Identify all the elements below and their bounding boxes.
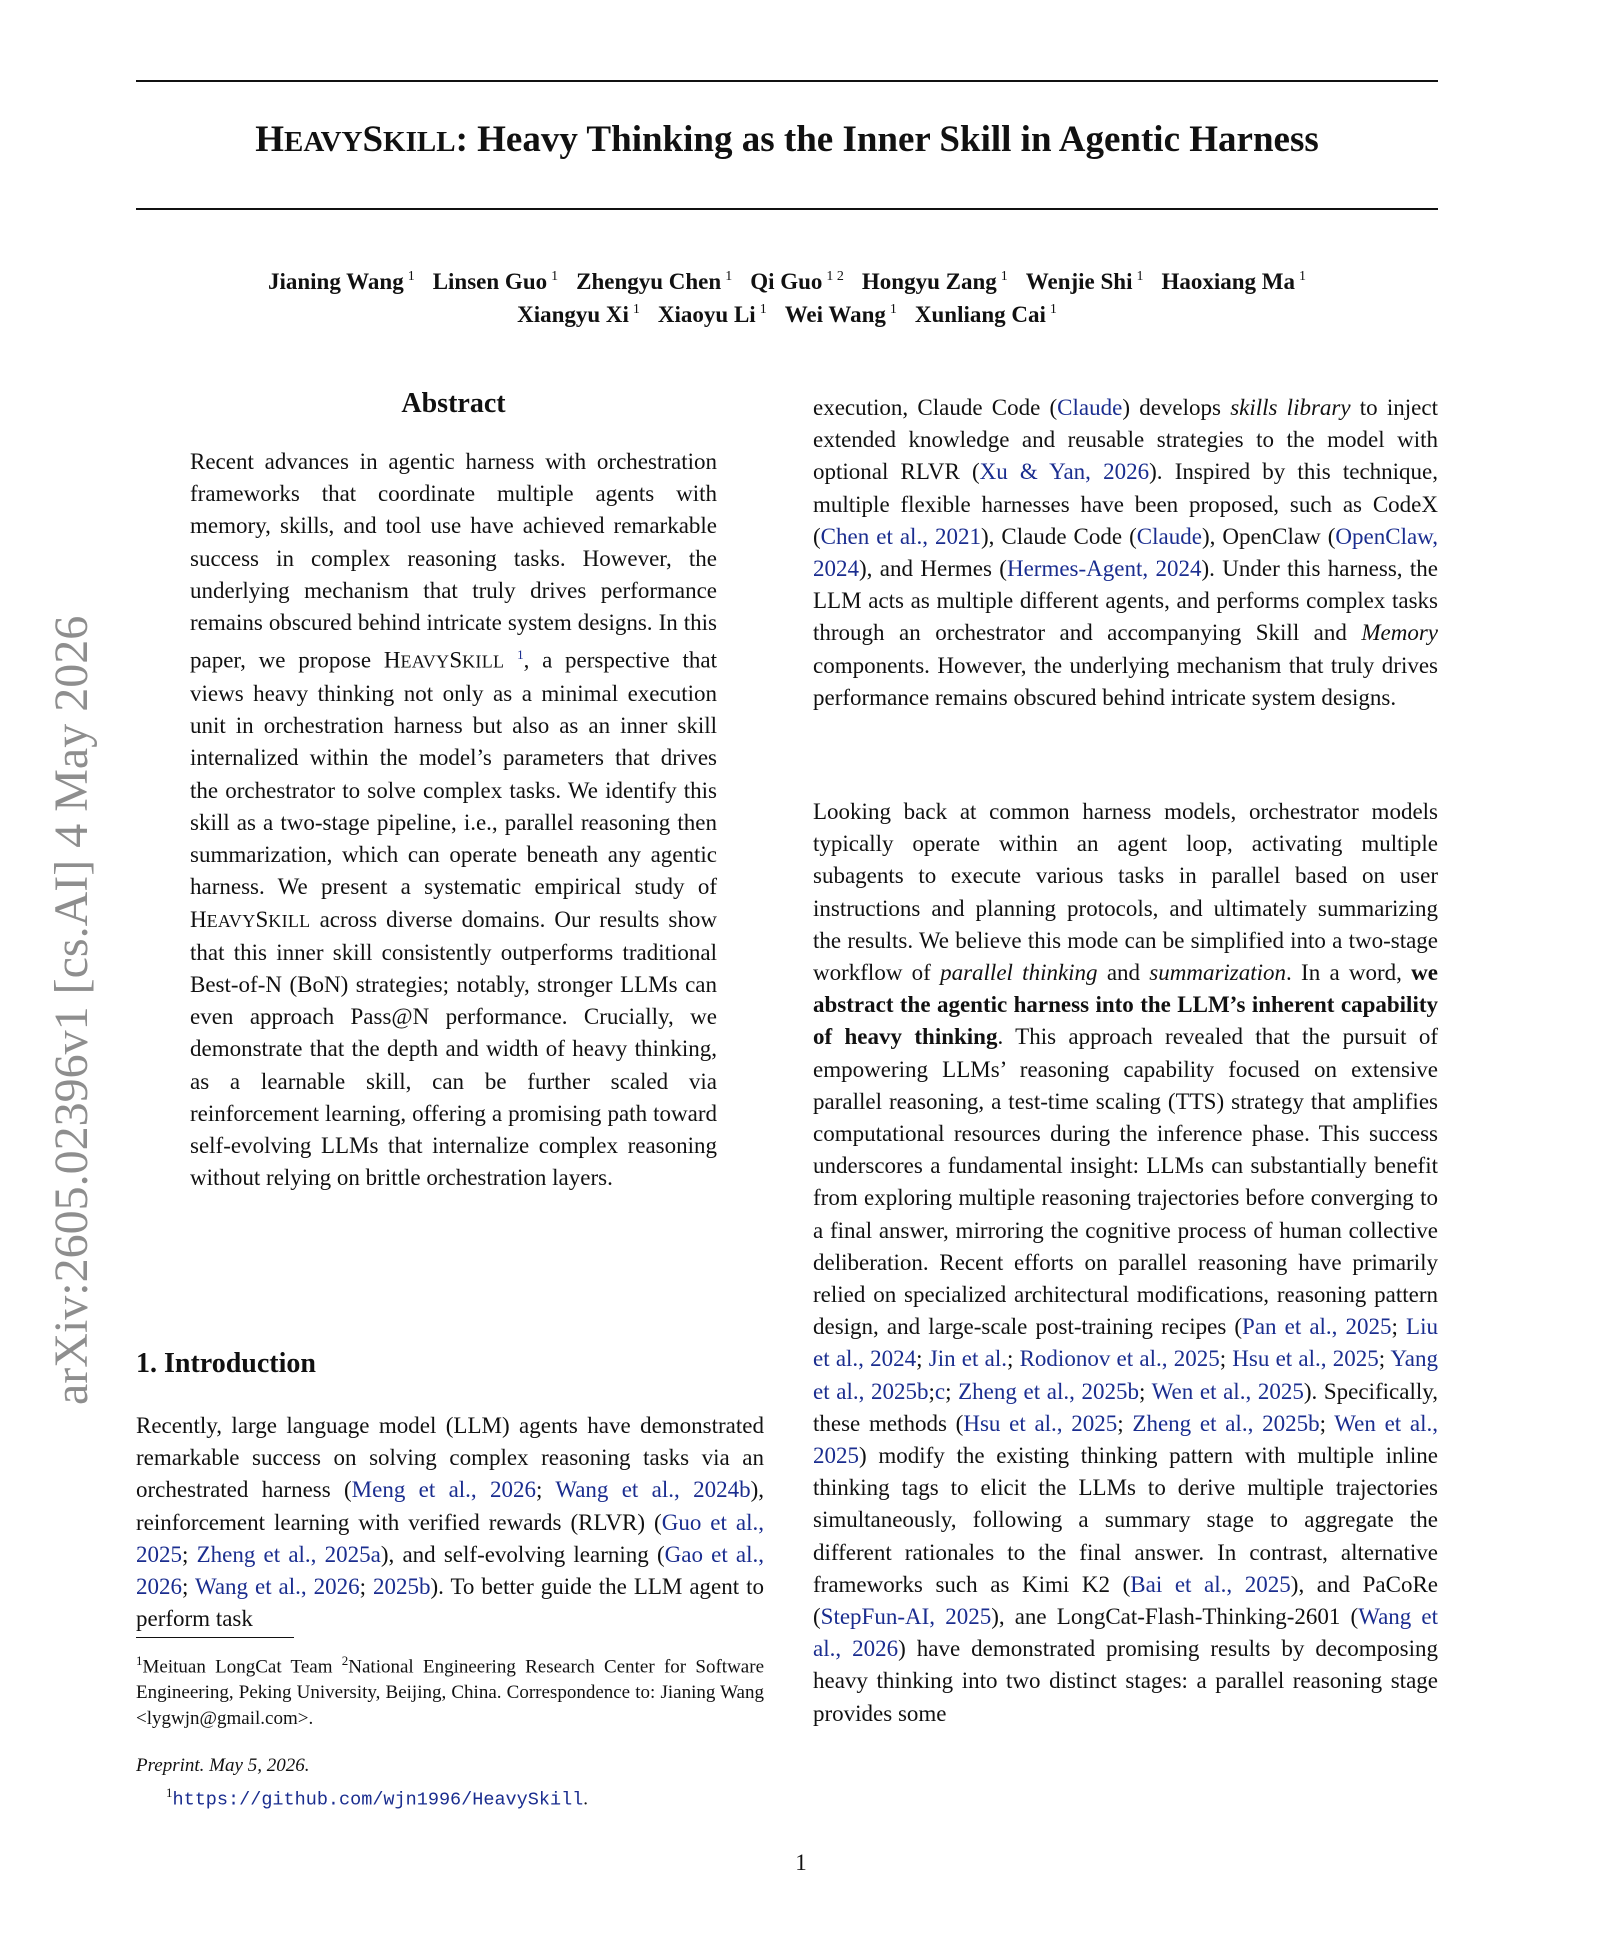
- author-name-text: Wei Wang: [784, 302, 886, 327]
- citation-link[interactable]: 2025: [1173, 1346, 1220, 1372]
- citation-link[interactable]: Wen et al.,: [1334, 1410, 1439, 1436]
- citation-link[interactable]: Meng et al.,: [351, 1477, 477, 1503]
- citation-link[interactable]: Wang et al.,: [555, 1477, 680, 1503]
- citation-link[interactable]: 2025: [1345, 1314, 1392, 1340]
- preprint-note: Preprint. May 5, 2026.: [136, 1755, 310, 1776]
- citation-link[interactable]: Claude: [1057, 395, 1123, 420]
- author-name: [517, 301, 640, 329]
- title-name-initial: H: [255, 119, 285, 160]
- author-affiliation-mark: 1: [889, 302, 897, 318]
- paper-title: [136, 118, 1438, 162]
- citation-link[interactable]: 2025b: [870, 1378, 929, 1404]
- arxiv-identifier-stamp: arXiv:2605.02396v1 [cs.AI] 4 May 2026: [45, 615, 98, 1405]
- citation-link[interactable]: Wang et al.,: [813, 1604, 1439, 1662]
- author-name-text: Xiangyu Xi: [517, 302, 629, 327]
- citation-link[interactable]: 2026: [1103, 459, 1150, 485]
- page-number: 1: [795, 1850, 807, 1875]
- citation-link[interactable]: 2024: [1155, 556, 1202, 582]
- citation-link[interactable]: Hsu et al.,: [963, 1410, 1063, 1436]
- citation-link[interactable]: 2025: [945, 1604, 992, 1630]
- citation-link[interactable]: 2026: [490, 1477, 537, 1503]
- citation-link[interactable]: 2025b: [1081, 1378, 1140, 1404]
- author-list-line-1: [136, 268, 1438, 296]
- abstract-body: Recent advances in agentic harness with orchestration frameworks that coordinate multiple agents with memory, skills, and tool use have achieved remarkable success in complex reasoning tasks. However, the underlying mechanism that truly drives performance remains obscured behind intricate system designs. In this paper, we propose HEAVYSKILL $^1$, a perspective that views heavy thinking not only as a minimal execution unit in orchestration harness but also as an inner skill internalized within the model’s parameters that drives the orchestrator to solve complex tasks. We identify this skill as a two-stage pipeline, i.e., parallel reasoning then summarization, which can operate beneath any agentic harness. We present a systematic empirical study of HEAVYSKILL across diverse domains. Our results show that this inner skill consistently outperforms traditional Best-of-N (BoN) strategies; notably, stronger LLMs can even approach Pass@N performance. Crucially, we demonstrate that the depth and width of heavy thinking, as a learnable skill, can be further scaled via reinforcement learning, offering a promising path toward self-evolving LLMs that internalize complex reasoning without relying on brittle orchestration layers.: [190, 449, 718, 1191]
- citation-link[interactable]: Yang et al.,: [813, 1346, 1439, 1404]
- citation-link[interactable]: Hermes-Agent,: [1006, 556, 1149, 582]
- introduction-paragraph-3: Looking back at common harness models, orchestrator models typically operate within an agent loop, activating multiple subagents to execute various tasks in parallel based on user instructions and planning protocols, and ultimately summarizing the results. We believe this mode can be simplified into a two-stage workflow of parallel thinking and summarization. In a word, we abstract the agentic harness into the LLM’s inherent capability of heavy thinking. This approach revealed that the pursuit of empowering LLMs’ reasoning capability focused on extensive parallel reasoning, a test-time scaling (TTS) strategy that amplifies computational resources during the inference phase. This success underscores a fundamental insight: LLMs can substantially benefit from exploring multiple reasoning trajectories before converging to a final answer, mirroring the cognitive process of human collective deliberation. Recent efforts on parallel reasoning have primarily relied on specialized architectural modifications, reasoning pattern design, and large-scale post-training recipes (Pan et al., 2025; Liu et al., 2024; Jin et al.; Rodionov et al., 2025; Hsu et al., 2025; Yang et al., 2025b;c; Zheng et al., 2025b; Wen et al., 2025). Specifically, these methods (Hsu et al., 2025; Zheng et al., 2025b; Wen et al., 2025) modify the existing thinking pattern with multiple inline thinking tags to elicit the LLMs to derive multiple trajectories simultaneously, following a summary stage to aggregate the different rationales to the final answer. In contrast, alternative frameworks such as Kimi K2 (Bai et al., 2025), and PaCoRe (StepFun-AI, 2025), ane LongCat-Flash-Thinking-2601 (Wang et al., 2026) have demonstrated promising results by decomposing heavy thinking into two distinct stages: a parallel reasoning stage provides some: [813, 799, 1439, 1726]
- title-name-smallcaps: EAVY: [284, 126, 363, 158]
- citation-link[interactable]: 2026: [852, 1636, 899, 1662]
- author-affiliation-mark: 1 2: [826, 269, 844, 285]
- citation-link[interactable]: Bai et al.,: [1130, 1571, 1233, 1597]
- title-name-smallcaps: KILL: [383, 126, 456, 158]
- citation-link[interactable]: 2024: [870, 1346, 917, 1372]
- citation-link[interactable]: 2025: [1332, 1346, 1379, 1372]
- author-name-text: Zhengyu Chen: [576, 269, 722, 294]
- citation-link[interactable]: Gao et al.,: [664, 1541, 765, 1567]
- footnote-link[interactable]: 1: [517, 647, 524, 663]
- citation-link[interactable]: 2025b: [373, 1574, 431, 1600]
- citation-link[interactable]: Claude: [1136, 523, 1202, 549]
- author-name: [1026, 268, 1144, 296]
- citation-link[interactable]: 2025: [1257, 1378, 1304, 1404]
- author-name: [915, 301, 1057, 329]
- citation-link[interactable]: 2024: [813, 556, 859, 582]
- citation-link[interactable]: 2021: [934, 523, 981, 549]
- citation-link[interactable]: 2025b: [1262, 1410, 1320, 1436]
- citation-link[interactable]: 2026: [313, 1574, 360, 1600]
- author-affiliation-mark: 1: [1000, 269, 1008, 285]
- author-affiliation-mark: 1: [551, 269, 559, 285]
- author-name: [576, 268, 732, 296]
- citation-link[interactable]: Jin et al.: [928, 1346, 1007, 1372]
- author-name: [750, 268, 844, 296]
- author-affiliation-mark: 1: [632, 302, 640, 318]
- author-affiliation-mark: 1: [407, 269, 415, 285]
- code-repository-link[interactable]: https://github.com/wjn1996/HeavySkill: [172, 1789, 584, 1811]
- author-name-text: Qi Guo: [750, 269, 823, 294]
- author-name: [785, 301, 897, 329]
- author-affiliation-mark: 1: [759, 302, 767, 318]
- title-rule-bottom: [136, 208, 1438, 210]
- citation-link[interactable]: Chen et al.,: [820, 523, 928, 549]
- author-affiliation-mark: 1: [1049, 302, 1057, 318]
- author-name: [658, 301, 767, 329]
- introduction-paragraph-1: Recently, large language model (LLM) agents have demonstrated remarkable success on solving complex reasoning tasks via an orchestrated harness (Meng et al., 2026; Wang et al., 2024b), reinforcement learning with verified rewards (RLVR) (Guo et al., 2025; Zheng et al., 2025a), and self-evolving learning (Gao et al., 2026; Wang et al., 2026; 2025b). To better guide the LLM agent to perform task: [136, 1413, 765, 1632]
- section-heading-introduction: 1. Introduction: [136, 1348, 316, 1379]
- author-affiliation-mark: 1: [1136, 269, 1144, 285]
- method-name: H: [383, 647, 401, 673]
- title-rule-top: [136, 80, 1438, 82]
- citation-link[interactable]: 2025: [1244, 1571, 1291, 1597]
- citation-link[interactable]: Hsu et al.,: [1232, 1346, 1327, 1372]
- author-name: [1161, 268, 1306, 296]
- citation-link[interactable]: Zheng et al.,: [958, 1378, 1075, 1404]
- title-name-initial: S: [362, 119, 384, 160]
- citation-link[interactable]: Wang et al.,: [194, 1574, 307, 1600]
- citation-link[interactable]: 2026: [136, 1574, 182, 1600]
- method-name: H: [190, 906, 207, 932]
- citation-link[interactable]: Zheng et al.,: [1132, 1410, 1254, 1436]
- citation-link[interactable]: c: [934, 1378, 946, 1404]
- citation-link[interactable]: 2025: [1071, 1410, 1118, 1436]
- citation-link[interactable]: Pan et al.,: [1242, 1314, 1338, 1340]
- author-name: [862, 268, 1008, 296]
- footnote-rule: [136, 1637, 294, 1638]
- citation-link[interactable]: 2025: [813, 1443, 859, 1469]
- author-name-text: Jianing Wang: [267, 269, 404, 294]
- author-name-text: Wenjie Shi: [1025, 269, 1133, 294]
- author-affiliation-mark: 1: [725, 269, 733, 285]
- affiliation-footnote: $^1$Meituan LongCat Team $^2$National Engineering Research Center for Software Engineering, Peking University, Beijing, China. Correspondence to: Jianing Wang <lygwjn@gmail.com>.: [136, 1653, 765, 1730]
- title-text: : Heavy Thinking as the Inner Skill in Agentic Harness: [455, 119, 1319, 160]
- author-name-text: Xunliang Cai: [914, 302, 1046, 327]
- author-name-text: Haoxiang Ma: [1161, 269, 1296, 294]
- citation-link[interactable]: Rodionov et al.,: [1019, 1346, 1168, 1372]
- citation-link[interactable]: Wen et al.,: [1151, 1378, 1252, 1404]
- citation-link[interactable]: 2024b: [693, 1477, 751, 1503]
- author-name: [433, 268, 558, 296]
- author-affiliation-mark: 1: [1299, 269, 1307, 285]
- citation-link[interactable]: Guo et al.,: [661, 1509, 764, 1535]
- author-list-line-2: [136, 301, 1438, 329]
- author-name-text: Xiaoyu Li: [657, 302, 756, 327]
- citation-link[interactable]: Xu & Yan,: [979, 459, 1091, 485]
- citation-link[interactable]: 2025: [136, 1541, 182, 1567]
- citation-link[interactable]: Liu et al.,: [813, 1314, 1438, 1372]
- citation-link[interactable]: OpenClaw,: [1335, 523, 1439, 549]
- author-name-text: Hongyu Zang: [861, 269, 997, 294]
- citation-link[interactable]: 2025a: [324, 1541, 381, 1567]
- citation-link[interactable]: Zheng et al.,: [196, 1541, 317, 1567]
- introduction-paragraph-2: execution, Claude Code (Claude) develops skills library to inject extended knowledge and reusable strategies to the model with optional RLVR (Xu & Yan, 2026). Inspired by this technique, multiple flexible harnesses have been proposed, such as CodeX (Chen et al., 2021), Claude Code (Claude), OpenClaw (OpenClaw, 2024), and Hermes (Hermes-Agent, 2024). Under this harness, the LLM acts as multiple different agents, and performs complex tasks through an orchestrator and accompanying Skill and Memory components. However, the underlying mechanism that truly drives performance remains obscured behind intricate system designs.: [813, 395, 1439, 710]
- abstract-heading: Abstract: [401, 388, 506, 419]
- citation-link[interactable]: StepFun-AI,: [820, 1604, 936, 1630]
- code-url-footnote: $^1$https://github.com/wjn1996/HeavySkill.: [166, 1785, 589, 1811]
- author-name-text: Linsen Guo: [432, 269, 548, 294]
- author-name: [268, 268, 415, 296]
